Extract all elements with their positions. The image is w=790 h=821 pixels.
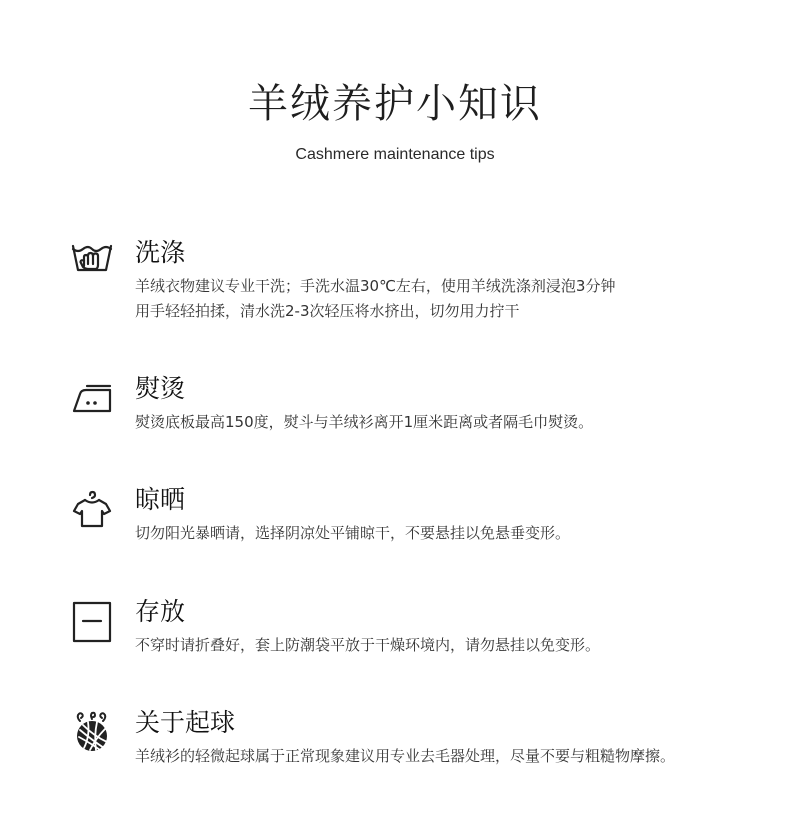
description-line: 用手轻轻拍揉，清水洗2-3次轻压将水挤出，切勿用力拧干 — [135, 302, 520, 320]
section-description — [135, 274, 775, 324]
section-description — [135, 521, 775, 546]
description-line: 羊绒衫的轻微起球属于正常现象建议用专业去毛器处理，尽量不要与粗糙物摩擦。 — [135, 747, 676, 765]
description-line: 熨烫底板最高150度，熨斗与羊绒衫离开1厘米距离或者隔毛巾熨烫。 — [135, 413, 594, 431]
hanging-shirt-icon — [70, 487, 114, 531]
iron-icon — [70, 376, 114, 420]
section-heading: 存放 — [135, 597, 186, 626]
description-line: 不穿时请折叠好，套上防潮袋平放于干燥环境内，请勿悬挂以免变形。 — [135, 636, 601, 654]
description-line: 切勿阳光暴晒请，选择阴凉处平铺晾干，不要悬挂以免悬垂变形。 — [135, 524, 571, 542]
section-heading: 晾晒 — [135, 485, 186, 514]
section-heading: 洗涤 — [135, 238, 186, 267]
description-line: 羊绒衣物建议专业干洗；手洗水温30℃左右，使用羊绒洗涤剂浸泡3分钟 — [135, 277, 616, 295]
section-heading: 熨烫 — [135, 374, 186, 403]
section-description — [135, 744, 775, 769]
section-description — [135, 410, 775, 435]
yarn-ball-icon — [70, 710, 114, 754]
page-title: 羊绒养护小知识 — [248, 81, 542, 127]
section-description — [135, 633, 775, 658]
page-subtitle: Cashmere maintenance tips — [295, 146, 495, 163]
section-heading: 关于起球 — [135, 708, 236, 737]
hand-wash-icon — [70, 240, 114, 284]
flat-storage-icon — [70, 599, 114, 643]
